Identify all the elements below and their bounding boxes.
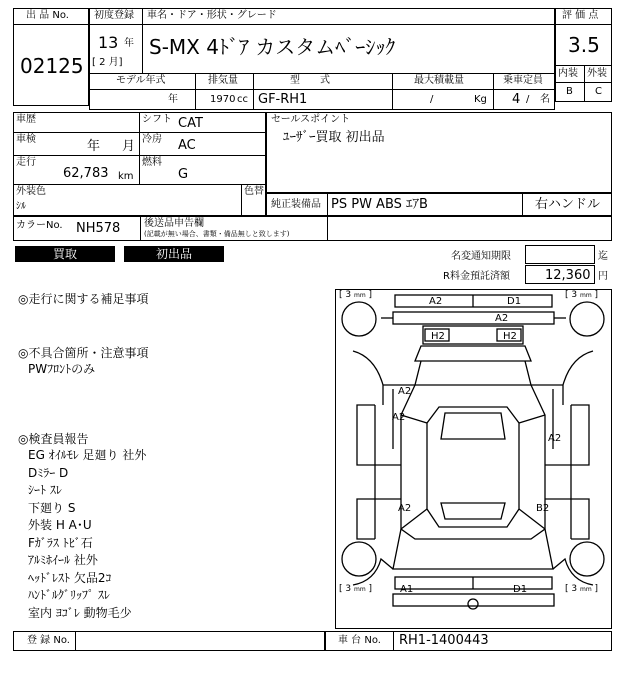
equipment-value: PS PW ABS ｴｱB	[331, 197, 428, 212]
color-no-label: カラーNo.	[16, 220, 63, 231]
name-change-label: 名変通知期限	[451, 251, 511, 262]
inspector-line: 下廻り S	[28, 500, 76, 515]
wheel-rear-right	[570, 542, 604, 576]
load-unit: Kg	[474, 94, 487, 105]
chassis-label: 車 台 No.	[338, 635, 381, 646]
mark-front-fender-left: A2	[398, 386, 412, 397]
first-reg-label: 初度登録	[94, 10, 134, 21]
chassis-no: RH1-1400443	[399, 633, 489, 648]
mark-headlight-right: H2	[503, 331, 517, 342]
model-year-label: モデル年式	[116, 75, 166, 86]
sales-point-label: セールスポイント	[271, 114, 351, 125]
inspector-report	[28, 447, 318, 622]
wheel-front-left	[342, 302, 376, 336]
mark-front-bumper-right: D1	[507, 296, 522, 307]
mark-rear-bumper-right: D1	[513, 584, 528, 595]
tire-depth-rr: [ 3 mm ]	[565, 584, 599, 594]
mark-rear-door-left: A2	[398, 503, 412, 514]
displacement-value: 1970	[210, 94, 236, 105]
inspection-label: 車検	[16, 134, 36, 145]
history-label: 車歴	[16, 114, 36, 125]
first-listing-tag: 初出品	[124, 246, 224, 262]
first-reg-month: [ 2 月]	[92, 57, 123, 68]
recycle-unit: 円	[598, 271, 608, 282]
mileage-label: 走行	[16, 157, 36, 168]
exterior-label: 外装	[587, 68, 607, 79]
exterior-score: C	[595, 86, 602, 97]
ac-value: AC	[178, 138, 196, 153]
car-name: S-MX 4ﾄﾞｱ カスタムﾍﾞｰｼｯｸ	[149, 35, 396, 59]
lot-number: 02125	[20, 54, 84, 78]
inspector-line: Fｶﾞﾗｽ ﾄﾋﾞ石	[28, 535, 93, 550]
lot-number-label: 出 品 No.	[26, 10, 69, 21]
fuel-value: G	[178, 167, 189, 182]
capacity-unit: 名	[540, 94, 550, 105]
mark-front-door-right: A2	[548, 433, 562, 444]
inspector-title: ◎検査員報告	[18, 432, 89, 446]
tire-depth-rl: [ 3 mm ]	[339, 584, 373, 594]
mark-headlight-left: H2	[431, 331, 445, 342]
interior-label: 内装	[558, 68, 578, 79]
equipment-label: 純正装備品	[271, 199, 321, 210]
interior-score: B	[566, 86, 573, 97]
steering-value: 右ハンドル	[535, 197, 601, 212]
spare-tire	[468, 599, 478, 609]
ac-label: 冷房	[142, 134, 162, 145]
defects-title: ◎不具合箇所・注意事項	[18, 346, 149, 360]
car-diagram	[335, 289, 612, 629]
mark-rear-bumper-left: A1	[400, 584, 414, 595]
inspector-line: 外装 H A･U	[28, 518, 92, 532]
name-change-box	[525, 245, 595, 264]
tire-depth-fr: [ 3 mm ]	[565, 290, 599, 300]
color-label: 外装色	[16, 186, 46, 197]
wheel-rear-left	[342, 542, 376, 576]
car-name-label: 車名・ドア・形状・グレード	[147, 10, 277, 21]
fuel-label: 燃料	[142, 157, 162, 168]
first-reg-year-unit: 年	[124, 38, 134, 49]
displacement-unit: cc	[237, 94, 248, 105]
model-type: GF-RH1	[258, 92, 308, 107]
defects-text: PWﾌﾛﾝﾄのみ	[28, 362, 96, 376]
shift-label: シフト	[142, 114, 172, 125]
max-load-label: 最大積載量	[414, 75, 464, 86]
load-separator: /	[430, 94, 434, 105]
inspector-line: EG ｵｲﾙﾓﾚ 足廻り 社外	[28, 448, 147, 462]
reg-no-label: 登 録 No.	[27, 635, 70, 646]
capacity-separator: /	[526, 94, 530, 105]
capacity-label: 乗車定員	[503, 75, 543, 86]
name-change-unit: 迄	[598, 251, 608, 262]
displacement-label: 排気量	[208, 75, 238, 86]
post-reg-note: (記載が無い場合、書類・備品無しと致します)	[144, 230, 290, 238]
inspector-line: ﾊﾝﾄﾞﾙｸﾞﾘｯﾌﾟ ｽﾚ	[28, 588, 110, 602]
model-year-unit: 年	[168, 94, 178, 105]
type-label: 型 式	[290, 75, 330, 86]
mark-front-door-left: A2	[392, 412, 406, 423]
inspector-line: Dﾐﾗｰ D	[28, 465, 69, 480]
mileage-value: 62,783	[63, 166, 109, 181]
score-value: 3.5	[568, 33, 600, 57]
shift-value: CAT	[178, 116, 203, 131]
color-value: ｼﾙ	[16, 201, 26, 212]
buy-tag: 買取	[15, 246, 115, 262]
inspection-month-unit: 月	[122, 139, 136, 154]
first-reg-year: 13	[98, 33, 119, 52]
mark-rear-door-right: B2	[536, 503, 550, 514]
inspector-line: ﾍｯﾄﾞﾚｽﾄ 欠品2ｺ	[28, 570, 112, 585]
driving-notes-title: ◎走行に関する補足事項	[18, 292, 149, 306]
mileage-unit: km	[118, 171, 134, 182]
inspector-line: ｱﾙﾐﾎｲｰﾙ 社外	[28, 553, 98, 567]
mark-front-bumper-left: A2	[429, 296, 443, 307]
inspection-year-unit: 年	[87, 139, 101, 154]
color-no-value: NH578	[76, 221, 121, 236]
tire-depth-fl: [ 3 mm ]	[339, 290, 373, 300]
capacity-value: 4	[512, 92, 521, 107]
inspector-line: 室内 ﾖｺﾞﾚ 動物毛少	[28, 605, 132, 620]
repaint-label: 色替	[244, 186, 264, 197]
post-reg-label: 後送品申告欄	[144, 218, 204, 229]
sales-point-value: ﾕｰｻﾞｰ買取 初出品	[283, 130, 385, 145]
recycle-label: R料金預託済額	[443, 271, 510, 282]
mark-hood-front: A2	[495, 313, 509, 324]
wheel-front-right	[570, 302, 604, 336]
inspector-line: ｼｰﾄ ｽﾚ	[28, 483, 62, 497]
recycle-value: 12,360	[545, 268, 591, 283]
score-label: 評 価 点	[562, 10, 599, 21]
